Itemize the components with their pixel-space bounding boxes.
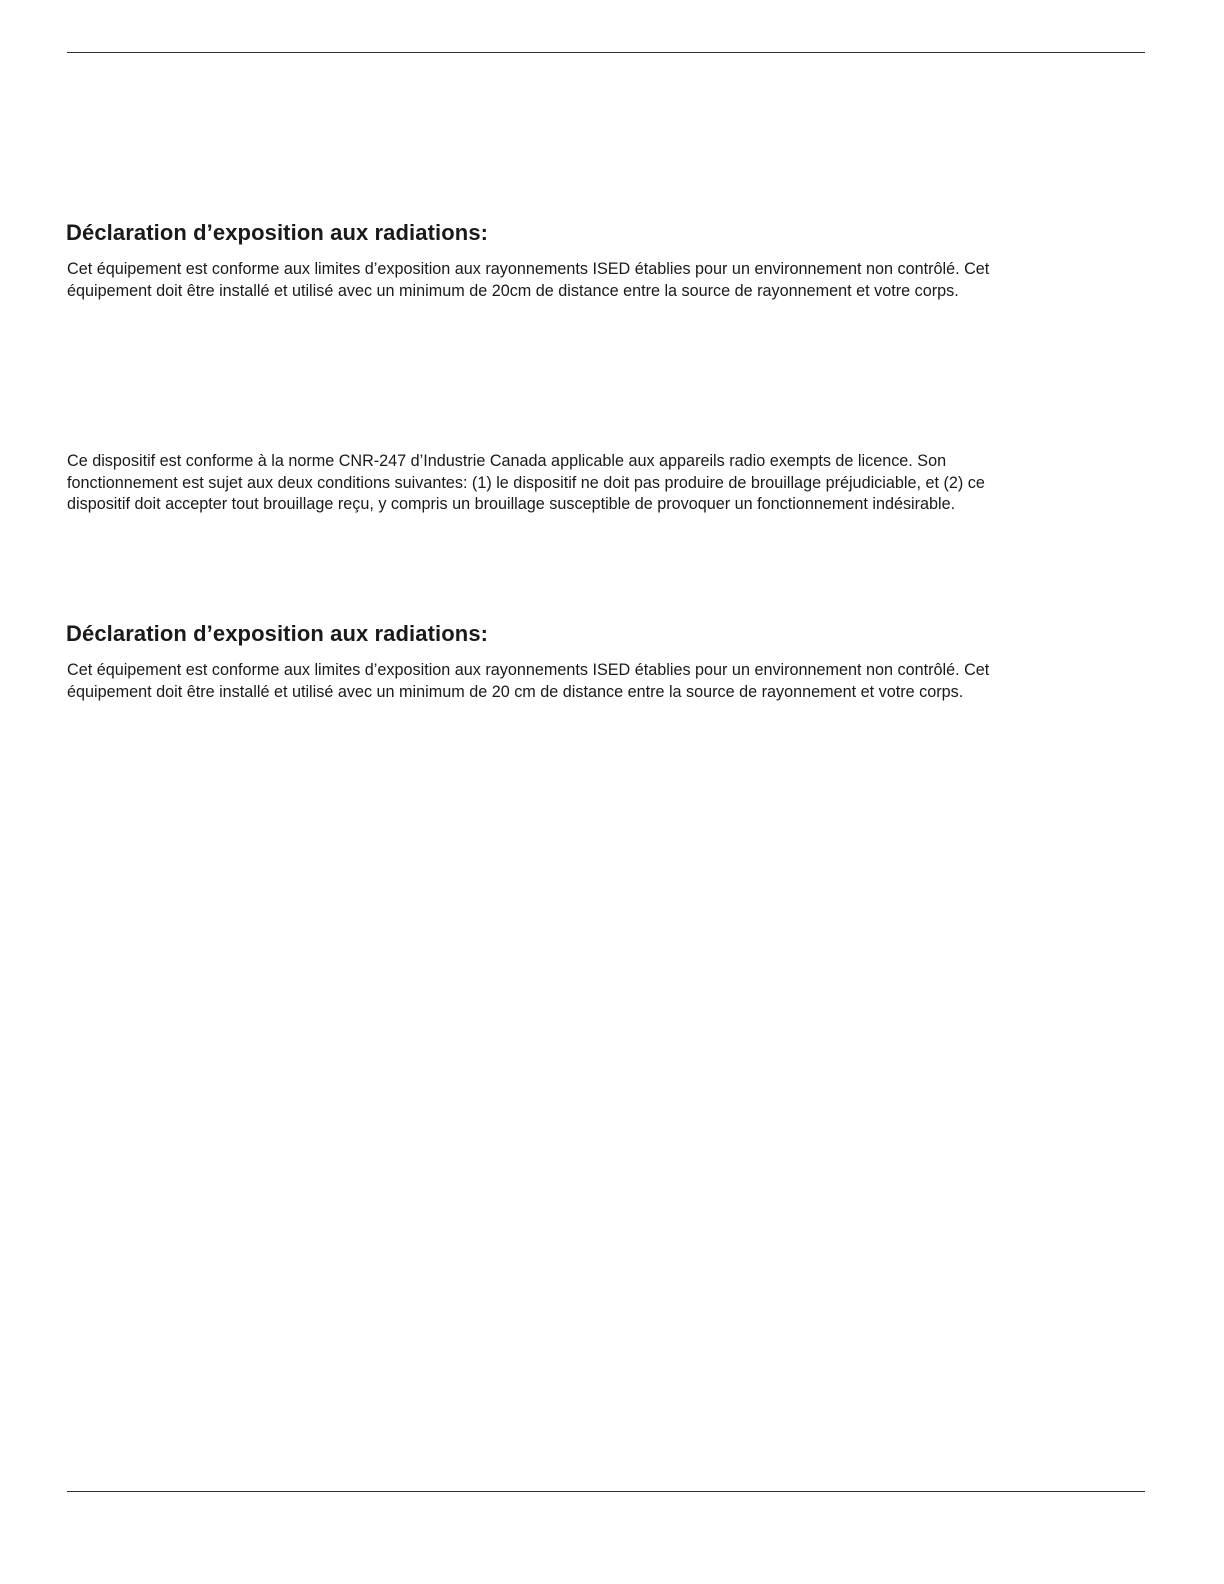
section-2-line: Ce dispositif est conforme à la norme CNR-247 d’Industrie Canada applicable aux appareils radio exempts de licence. Son — [67, 452, 947, 470]
section-3-heading: Déclaration d’exposition aux radiations: — [66, 621, 489, 646]
bottom-rule — [67, 1491, 1145, 1492]
top-rule — [67, 52, 1145, 53]
section-3-line: équipement doit être installé et utilisé avec un minimum de 20 cm de distance entre la source de rayonnement et votre corps. — [67, 682, 964, 701]
section-2-paragraph — [67, 451, 1147, 516]
section-3-paragraph — [67, 660, 1147, 703]
section-2-line: fonctionnement est sujet aux deux conditions suivantes: (1) le dispositif ne doit pas produire de brouillage préjudiciable, et (2) ce — [67, 473, 985, 492]
section-1-paragraph — [67, 259, 1147, 302]
section-1-line: équipement doit être installé et utilisé avec un minimum de 20cm de distance entre la source de rayonnement et votre corps. — [67, 281, 959, 300]
section-1-line: Cet équipement est conforme aux limites d’exposition aux rayonnements ISED établies pour un environnement non contrôlé. Cet — [67, 260, 990, 278]
section-3-line: Cet équipement est conforme aux limites d’exposition aux rayonnements ISED établies pour un environnement non contrôlé. Cet — [67, 661, 990, 679]
section-2-line: dispositif doit accepter tout brouillage reçu, y compris un brouillage susceptible de provoquer un fonctionnement indésirable. — [67, 495, 956, 513]
section-1-heading: Déclaration d’exposition aux radiations: — [66, 220, 489, 245]
